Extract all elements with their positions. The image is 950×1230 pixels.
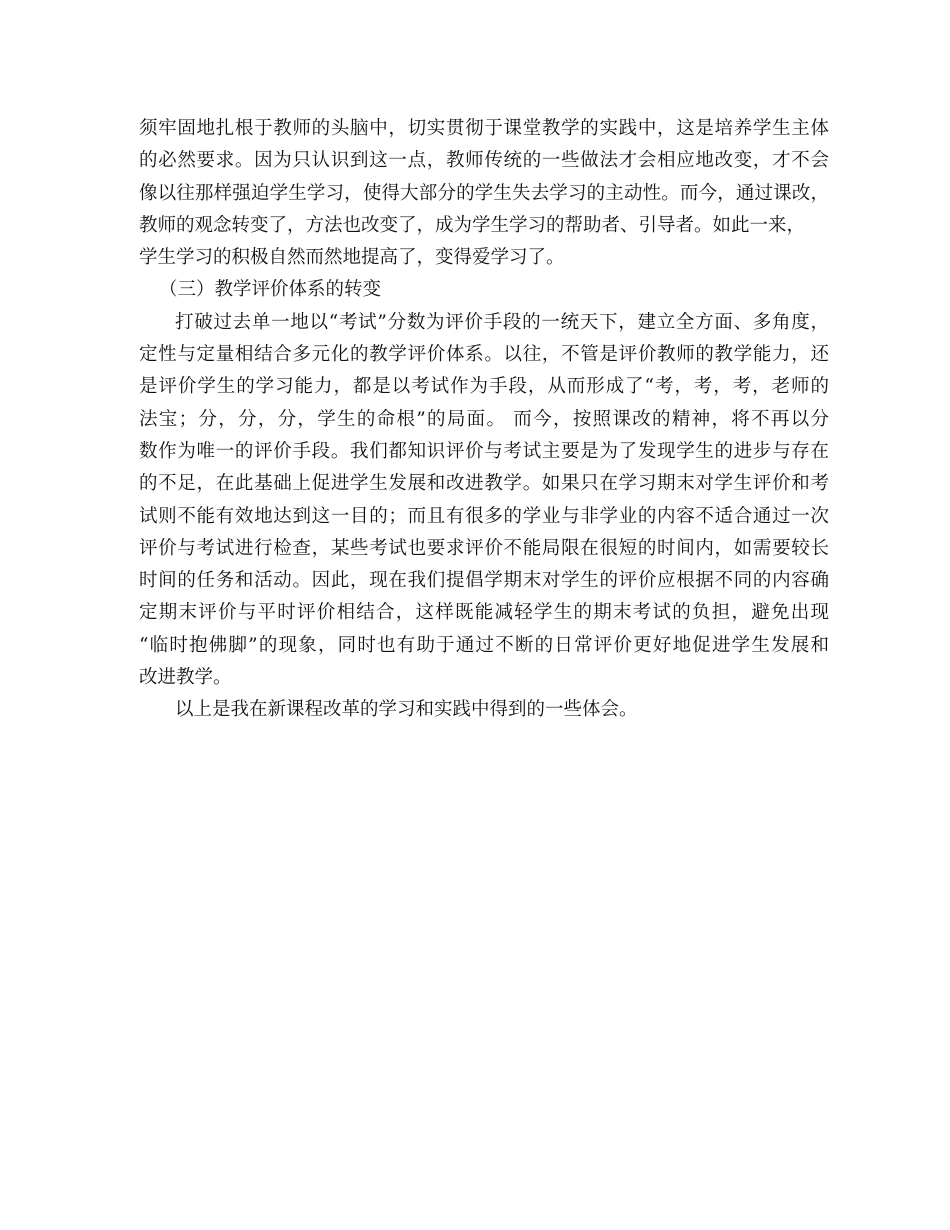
text-line: 评价与考试进行检查，某些考试也要求评价不能局限在很短的时间内，如需要较长 [139, 537, 829, 559]
paragraph-continuation [139, 113, 829, 274]
text-line: 的必然要求。因为只认识到这一点，教师传统的一些做法才会相应地改变，才不会 [139, 150, 829, 172]
paragraph [139, 694, 829, 726]
text-line: 教师的观念转变了，方法也改变了，成为学生学习的帮助者、引导者。如此一来， [139, 214, 806, 236]
text-line: 时间的任务和活动。因此，现在我们提倡学期末对学生的评价应根据不同的内容确 [139, 570, 829, 592]
text-line: 定期末评价与平时评价相结合，这样既能减轻学生的期末考试的负担，避免出现 [139, 602, 829, 624]
text-line: 是评价学生的学习能力，都是以考试作为手段，从而形成了“考，考，考，老师的 [139, 376, 829, 398]
text-line: 改进教学。 [139, 667, 232, 689]
text-line: 的不足，在此基础上促进学生发展和改进教学。如果只在学习期末对学生评价和考 [139, 473, 829, 495]
text-line: 试则不能有效地达到这一目的；而且有很多的学业与非学业的内容不适合通过一次 [139, 505, 829, 527]
text-line: 法宝；分，分，分，学生的命根”的局面。 而今，按照课改的精神，将不再以分 [139, 408, 829, 430]
text-line: 学生学习的积极自然而然地提高了，变得爱学习了。 [139, 247, 565, 269]
text-line: 须牢固地扎根于教师的头脑中，切实贯彻于课堂教学的实践中，这是培养学生主体 [139, 118, 829, 139]
text-line: 以上是我在新课程改革的学习和实践中得到的一些体会。 [175, 699, 638, 721]
heading-text: （三）教学评价体系的转变 [159, 279, 382, 301]
text-line: “临时抱佛脚”的现象，同时也有助于通过不断的日常评价更好地促进学生发展和 [139, 634, 829, 656]
text-line: 像以往那样强迫学生学习，使得大部分的学生失去学习的主动性。而今，通过课改， [139, 182, 829, 204]
paragraph [139, 307, 829, 695]
text-line: 数作为唯一的评价手段。我们都知识评价与考试主要是为了发现学生的进步与存在 [139, 440, 829, 462]
document-body [139, 113, 829, 727]
text-line: 打破过去单一地以“考试”分数为评价手段的一统天下，建立全方面、多角度， [175, 311, 829, 333]
text-line: 定性与定量相结合多元化的教学评价体系。以往，不管是评价教师的教学能力，还 [139, 344, 829, 366]
section-heading [139, 274, 829, 306]
